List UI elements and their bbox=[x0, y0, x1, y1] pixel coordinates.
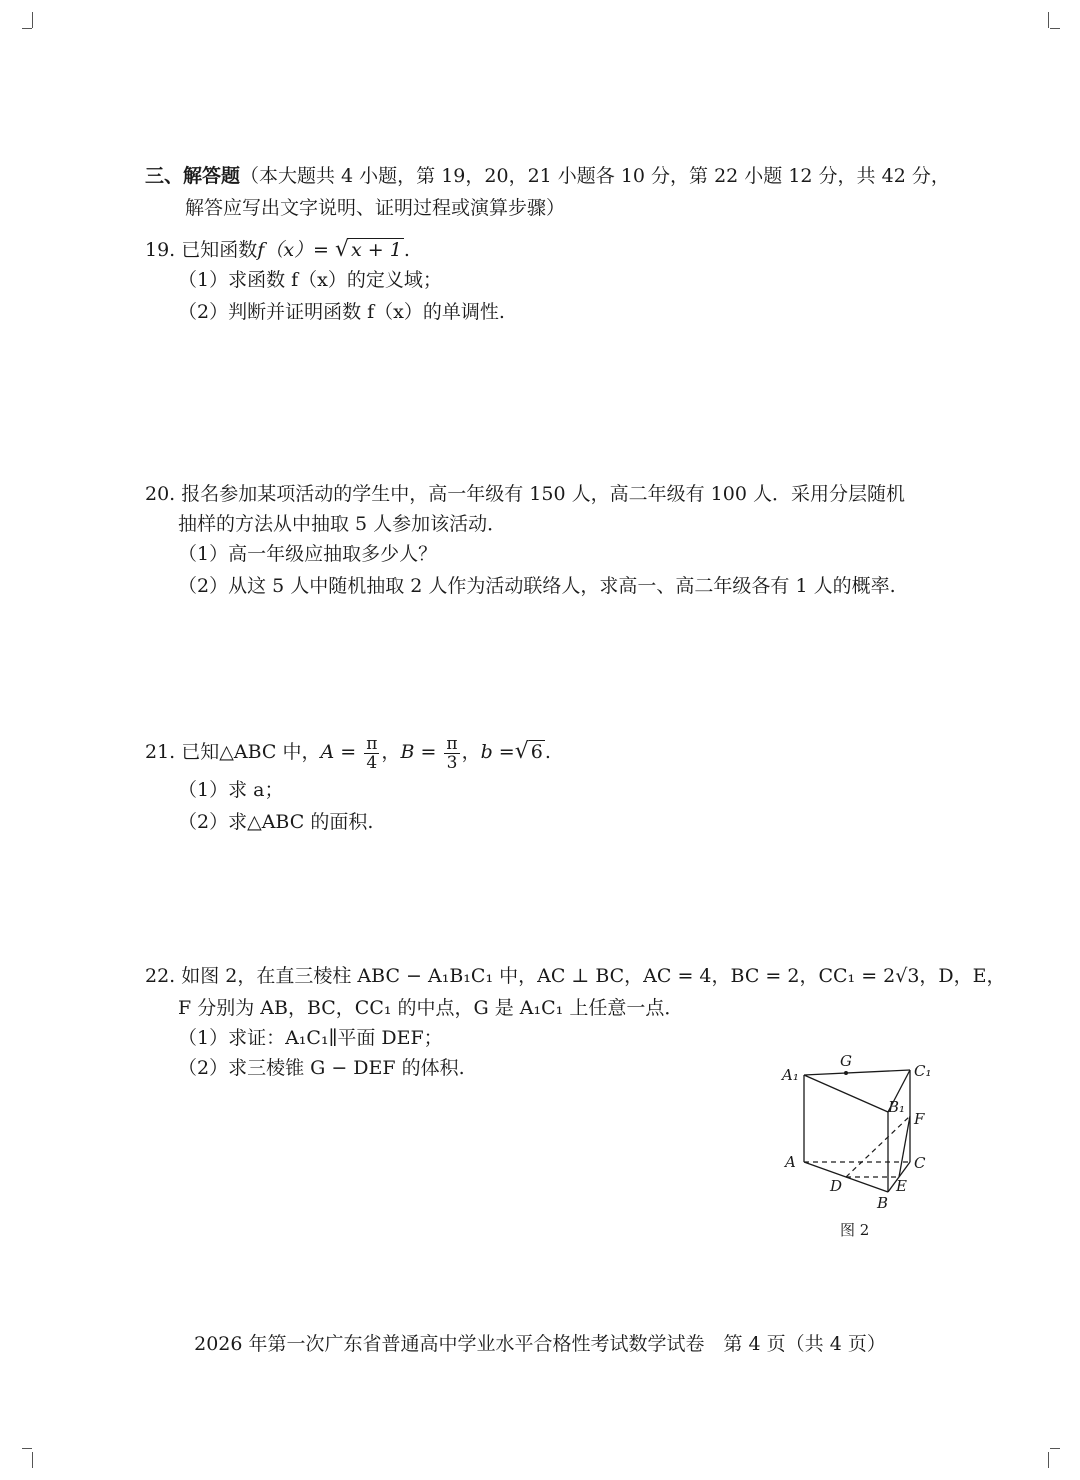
label-d: D bbox=[830, 1177, 843, 1195]
edge-a1-b1 bbox=[804, 1075, 888, 1112]
label-g: G bbox=[840, 1052, 852, 1070]
q21-number: 21. bbox=[145, 741, 176, 763]
q19-part2: （2）判断并证明函数 f（x）的单调性. bbox=[178, 301, 505, 323]
q21-frac-a: $\frac{\pi}{4}$ bbox=[366, 733, 378, 773]
label-a1: A₁ bbox=[782, 1066, 799, 1084]
q21-part2: （2）求△ABC 的面积. bbox=[178, 811, 374, 833]
crop-mark-bottom-right bbox=[1040, 1448, 1060, 1468]
q20-part1: （1）高一年级应抽取多少人？ bbox=[178, 543, 438, 565]
label-e: E bbox=[896, 1177, 907, 1195]
q20-number: 20. bbox=[145, 483, 176, 505]
q20-stem-line2: 抽样的方法从中抽取 5 人参加该活动． bbox=[178, 513, 507, 535]
label-c1: C₁ bbox=[914, 1062, 932, 1080]
q19-part1: （1）求函数 f（x）的定义域； bbox=[178, 269, 442, 291]
label-b: B bbox=[877, 1194, 889, 1212]
section-title: 三、解答题 bbox=[145, 165, 241, 187]
q21-stem: 21. 已知△ABC 中，A = $\frac{\pi}{4}$ ，B = $\frac{\pi}{3}$ ，b =√ 6 . bbox=[145, 733, 551, 773]
q21-part1: （1）求 a； bbox=[178, 779, 284, 801]
q19-sqrt-radicand: x + 1 bbox=[351, 239, 402, 261]
label-f: F bbox=[914, 1110, 925, 1128]
q20-part2: （2）从这 5 人中随机抽取 2 人作为活动联络人，求高一、高二年级各有 1 人的概率. bbox=[178, 575, 896, 597]
label-c: C bbox=[914, 1154, 926, 1172]
crop-mark-top-right bbox=[1040, 12, 1060, 32]
point-g bbox=[844, 1071, 848, 1075]
section-note-line1: （本大题共 4 小题，第 19，20，21 小题各 10 分，第 22 小题 12 分，共 42 分， bbox=[240, 165, 950, 187]
figure-caption: 图 2 bbox=[840, 1221, 870, 1239]
edge-a1-c1 bbox=[804, 1070, 910, 1075]
q22-number: 22. bbox=[145, 965, 176, 987]
page-footer: 2026 年第一次广东省普通高中学业水平合格性考试数学试卷 第 4 页（共 4 页） bbox=[194, 1333, 886, 1355]
q21-frac-b: $\frac{\pi}{3}$ bbox=[446, 733, 458, 773]
crop-mark-bottom-left bbox=[22, 1448, 42, 1468]
q22-part1: （1）求证：A₁C₁∥平面 DEF； bbox=[178, 1027, 443, 1049]
crop-mark-top-left bbox=[22, 12, 42, 32]
q19-stem-prefix: 已知函数 bbox=[181, 239, 258, 261]
q22-stem-line1: 22. 如图 2，在直三棱柱 ABC − A₁B₁C₁ 中，AC ⊥ BC，AC = 4，BC = 2，CC₁ = 2√3，D，E， bbox=[145, 965, 1006, 987]
prism-figure bbox=[780, 1050, 940, 1250]
label-a: A bbox=[785, 1153, 796, 1171]
q22-part2: （2）求三棱锥 G − DEF 的体积. bbox=[178, 1057, 465, 1079]
label-b1: B₁ bbox=[888, 1098, 906, 1116]
section-note-line2: 解答应写出文字说明、证明过程或演算步骤） bbox=[185, 197, 566, 219]
q20-stem-line1: 20. 报名参加某项活动的学生中，高一年级有 150 人，高二年级有 100 人．采用分层随机 bbox=[145, 483, 905, 505]
q19-stem: 19. 已知函数f（x）= √ x + 1 . bbox=[145, 237, 410, 262]
q19-function: f（x）= bbox=[257, 239, 329, 261]
q22-stem-line2: F 分别为 AB，BC，CC₁ 的中点，G 是 A₁C₁ 上任意一点． bbox=[178, 997, 684, 1019]
section-heading bbox=[145, 162, 950, 190]
q19-number: 19. bbox=[145, 239, 176, 261]
